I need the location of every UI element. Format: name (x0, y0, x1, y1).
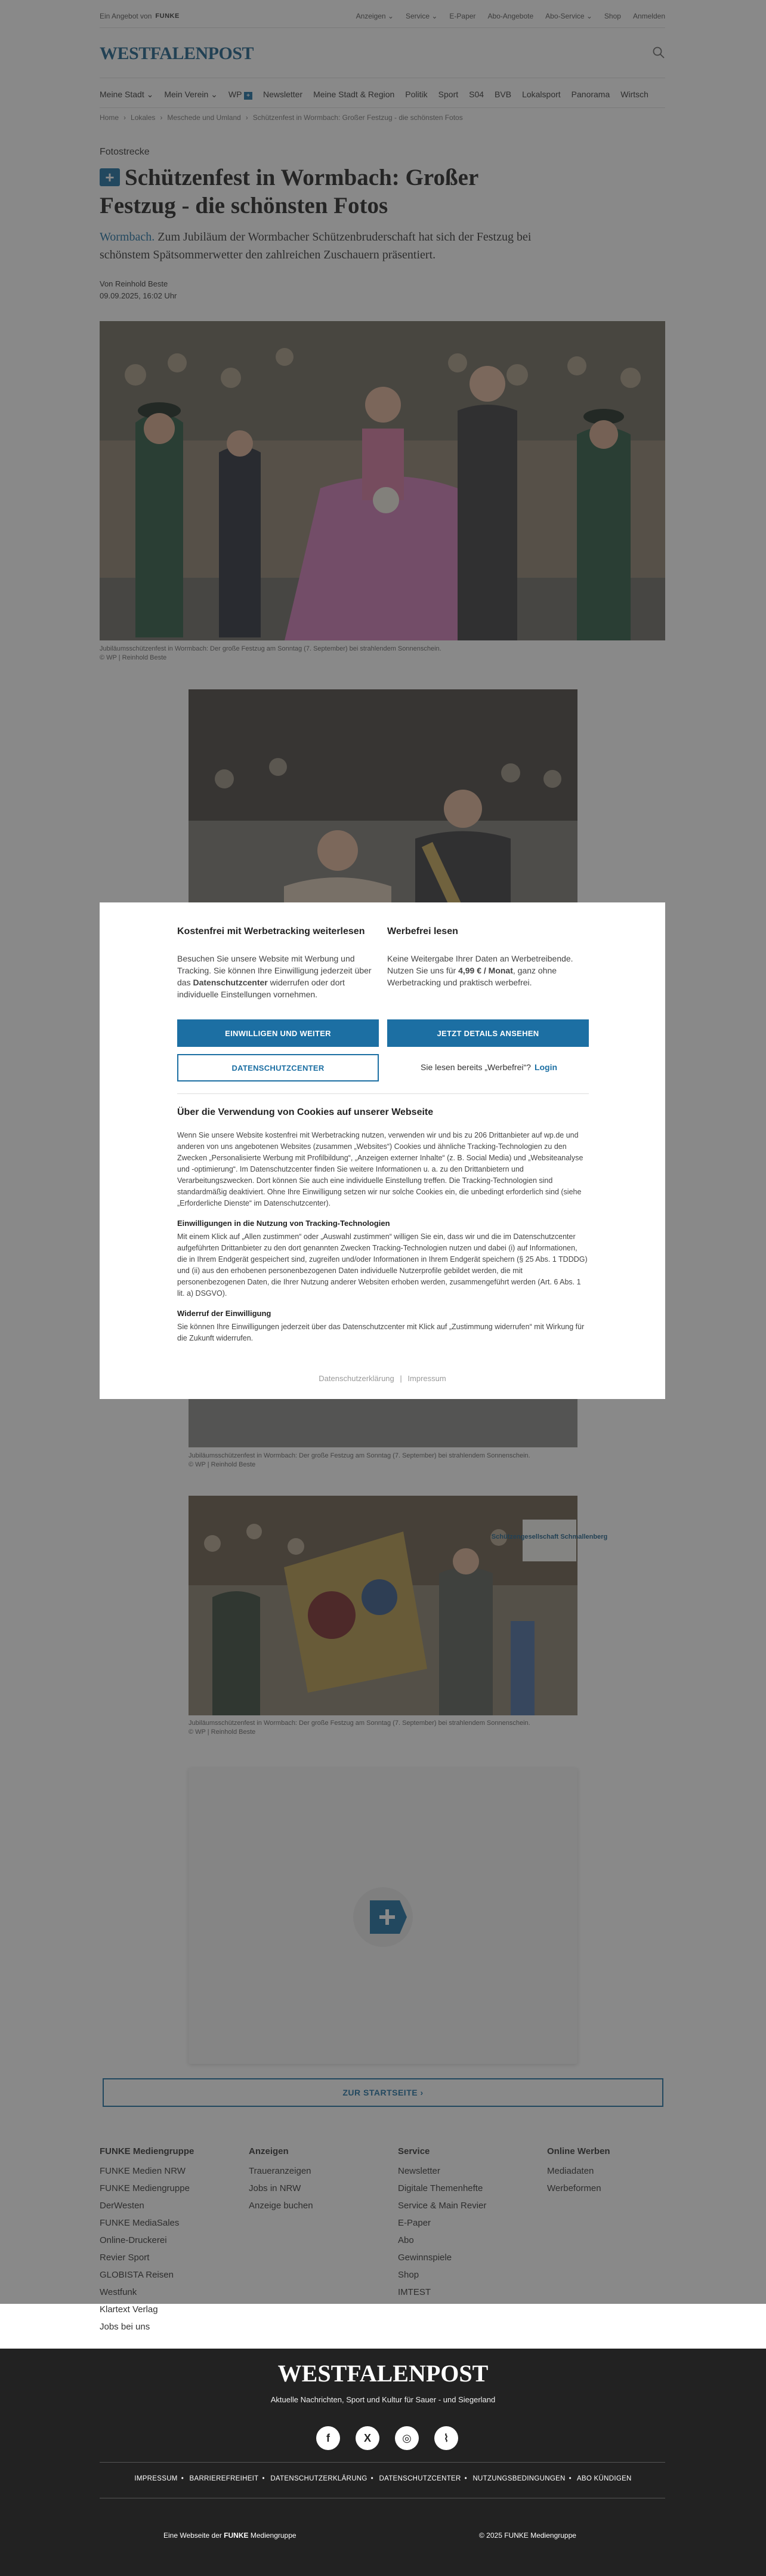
cookie-info-p2: Mit einem Klick auf „Allen zustimmen“ oder „Auswahl zustimmen“ willigen Sie ein, dass wir und die im Datenschutzcenter aufgeführten Drittanbieter zu den dort genannten Zwecken Tracking-Technologien nutzen und dabei (i) auf Informationen, die in Ihrem Endgerät gespeichert sind, zugreifen und/oder Informationen in Ihrem Endgerät speichern (§ 25 Abs. 1 TDDDG) und (ii) aus den erhobenen personenbezogenen Daten individuelle Nutzerprofile gebildet werden, die mit personenbezogenen Daten, die Ihrer Nutzung anderer Websiten erhoben werden, zusammengeführt werden (Art. 6 Abs. 1 lit. a) DSGVO). (177, 1232, 588, 1298)
details-button[interactable]: JETZT DETAILS ANSEHEN (387, 1019, 589, 1047)
cookie-info-p1: Wenn Sie unsere Website kostenfrei mit Werbetracking nutzen, verwenden wir und bis zu 206 Drittanbieter auf wp.de und anderen von uns angebotenen Websites (zusammen „Websites“) Cookies und ähnliche Tracking-Technologien zu den Zwecken „Personalisierte Werbung mit Profilbildung“, „Anzeigen externer Inhalte“ (z. B. Social Media) und „Websiteanalyse und -optimierung“. Im Datenschutzcenter finden Sie weitere Informationen u. a. zu den Drittanbietern und Verarbeitungszwecken. Dort können Sie auch eine individuelle Einstellung treffen. Die Tracking-Technologien sind standardmäßig deaktiviert. Ohne Ihre Einwilligung setzen wir nur solche Cookies ein, die unbedingt erforderlich sind (siehe „Erforderliche Dienste“ im Datenschutzcenter). (177, 1131, 583, 1207)
legal-link-datenschutz[interactable]: DATENSCHUTZERKLÄRUNG (270, 2475, 367, 2482)
cookie-info (177, 1107, 589, 1344)
facebook-icon[interactable]: f (316, 2426, 340, 2450)
legal-link-datenschutzcenter[interactable]: DATENSCHUTZCENTER (379, 2475, 461, 2482)
instagram-icon[interactable]: ◎ (395, 2426, 419, 2450)
divider (177, 1093, 589, 1094)
consent-paid-text-2: , ganz ohne Werbetracking und praktisch werbefrei. (387, 966, 557, 987)
site-of-line (163, 2531, 296, 2540)
copyright: © 2025 FUNKE Mediengruppe (479, 2531, 576, 2540)
consent-paid-title: Werbefrei lesen (387, 926, 458, 936)
site-of-text-1: Eine Webseite der (163, 2531, 224, 2540)
consent-paid-col (387, 926, 590, 988)
legal-link-barrierefreiheit[interactable]: BARRIEREFREIHEIT (189, 2475, 259, 2482)
cookie-info-h2: Einwilligungen in die Nutzung von Tracking-Technologien (177, 1219, 390, 1228)
consent-free-col (177, 926, 380, 1000)
cookie-info-title: Über die Verwendung von Cookies auf unserer Webseite (177, 1107, 434, 1117)
legal-dot: • (370, 2475, 373, 2482)
legal-links (0, 2475, 766, 2482)
consent-free-title: Kostenfrei mit Werbetracking weiterlesen (177, 926, 365, 936)
site-of-brand: FUNKE (224, 2531, 249, 2540)
site-of-text-2: Mediengruppe (248, 2531, 296, 2540)
accept-button[interactable]: EINWILLIGEN UND WEITER (177, 1019, 379, 1047)
cookie-info-h3: Widerruf der Einwilligung (177, 1309, 271, 1318)
consent-free-text (177, 953, 380, 1000)
cookie-info-p3: Sie können Ihre Einwilligungen jederzeit über das Datenschutzcenter mit Klick auf „Zustimmung widerrufen“ mit Wirkung für die Zukunft widerrufen. (177, 1323, 585, 1342)
consent-footer-links (100, 1374, 665, 1383)
dark-footer (0, 2349, 766, 2576)
legal-dot: • (262, 2475, 265, 2482)
login-link[interactable]: Login (534, 1062, 558, 1072)
footer-link[interactable]: Klartext Verlag (100, 2304, 158, 2315)
legal-dot: • (569, 2475, 572, 2482)
link-separator: | (400, 1374, 402, 1383)
legal-link-abo-kuendigen[interactable]: ABO KÜNDIGEN (576, 2475, 632, 2482)
consent-dialog (100, 902, 665, 1399)
legal-dot: • (464, 2475, 467, 2482)
consent-price: 4,99 € / Monat (458, 966, 513, 975)
x-icon[interactable]: X (356, 2426, 379, 2450)
footer-logo[interactable]: WESTFALENPOST (277, 2360, 489, 2387)
subscriber-login-line (421, 1062, 557, 1072)
consent-paid-text (387, 953, 590, 988)
consent-free-link[interactable]: Datenschutzcenter (193, 978, 268, 987)
privacy-policy-link[interactable]: Datenschutzerklärung (319, 1374, 394, 1383)
legal-dot: • (181, 2475, 184, 2482)
subscriber-question: Sie lesen bereits „Werbefrei“? (421, 1062, 531, 1072)
footer-link[interactable]: Jobs bei uns (100, 2322, 150, 2332)
consent-paid-text-1: Keine Weitergabe Ihrer Daten an Werbetreibende. Nutzen Sie uns für (387, 954, 573, 975)
privacy-center-button[interactable]: DATENSCHUTZCENTER (177, 1054, 379, 1081)
legal-link-impressum[interactable]: IMPRESSUM (134, 2475, 178, 2482)
divider (100, 2462, 665, 2463)
consent-free-text-2: widerrufen oder dort individuelle Einstellungen vornehmen. (177, 978, 345, 999)
rss-icon[interactable]: ⌇ (434, 2426, 458, 2450)
footer-slogan: Aktuelle Nachrichten, Sport und Kultur für Sauer - und Siegerland (270, 2395, 496, 2404)
legal-link-nutzungsbedingungen[interactable]: NUTZUNGSBEDINGUNGEN (472, 2475, 566, 2482)
imprint-link[interactable]: Impressum (407, 1374, 446, 1383)
social-links (316, 2426, 458, 2450)
consent-free-text-1: Besuchen Sie unsere Website mit Werbung und Tracking. Sie können Ihre Einwilligung jederzeit über das (177, 954, 372, 987)
